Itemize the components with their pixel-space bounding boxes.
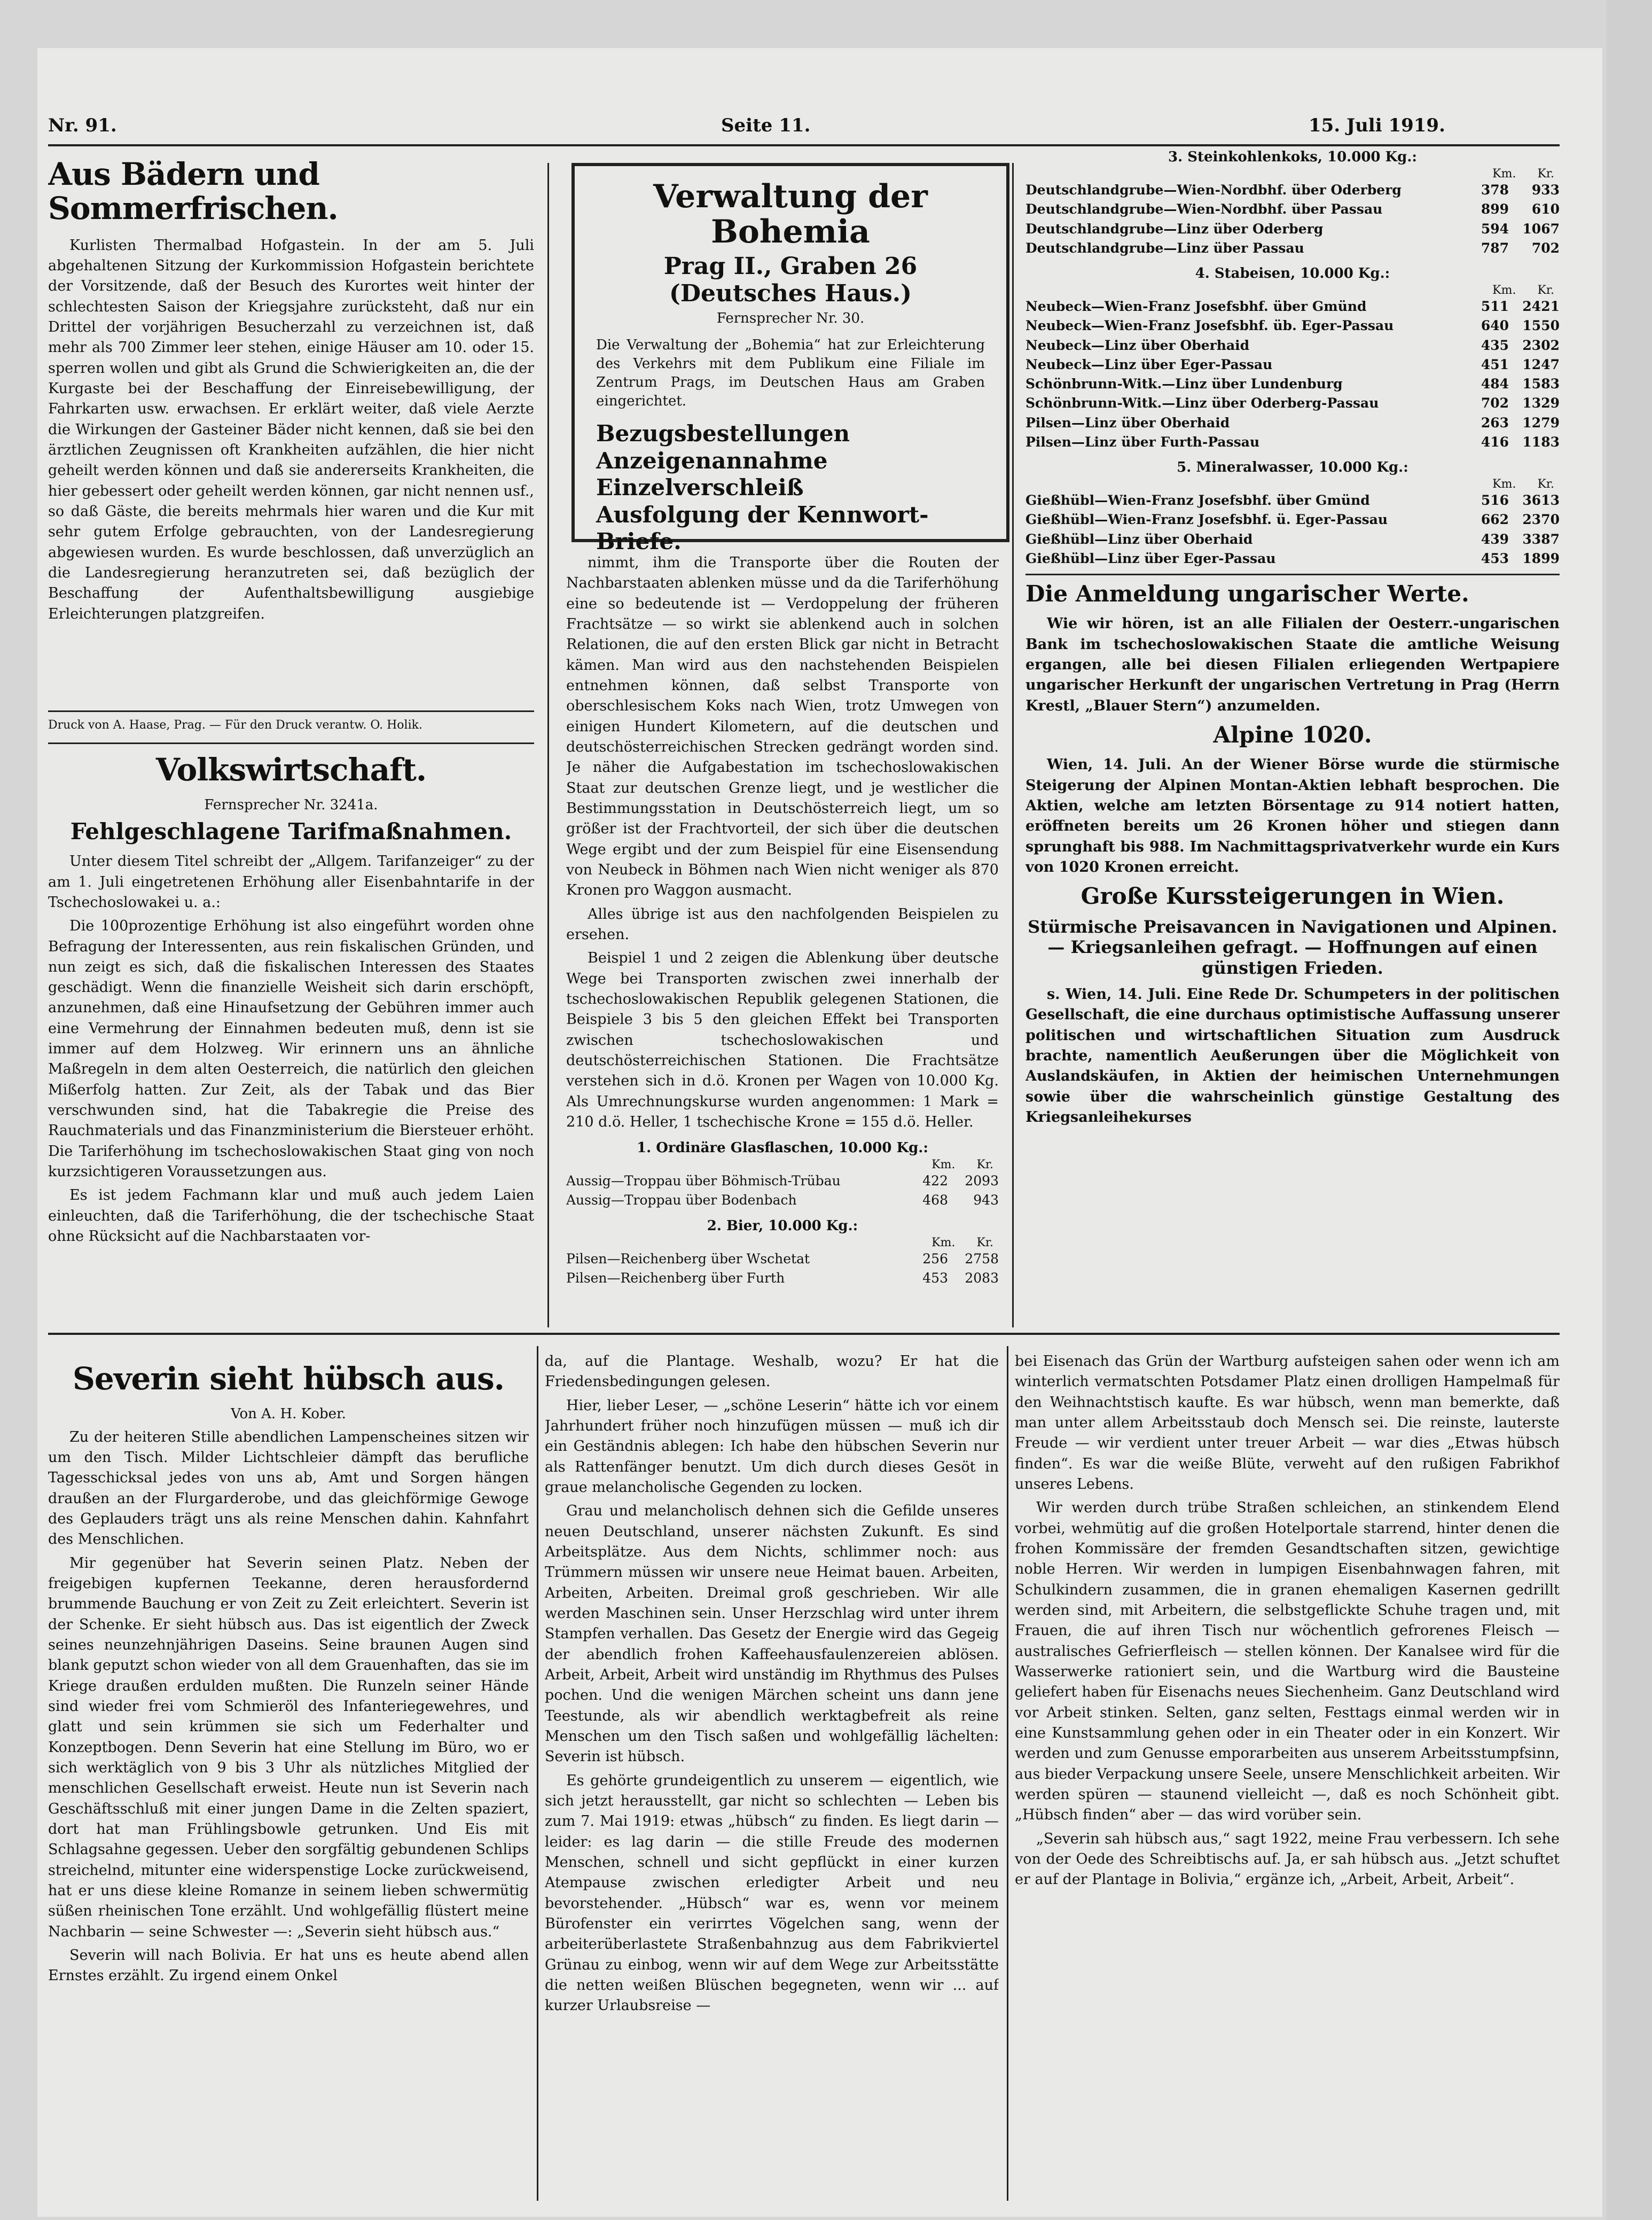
table-title: 5. Mineralwasser, 10.000 Kg.: [1177,459,1408,475]
severin-paragraph: Hier, lieber Leser, — „schöne Leserin“ hätte ich vor einem Jahrhundert früher noch hinzufügen müssen — muß ich dir ein Geständnis ablegen: Ich habe den hübschen Severin nur als Rattenfänger benutzt. Um dich durch dieses Gesöt in graue melancholische Gegenden zu locken. [545,1397,999,1496]
severin-paragraph: da, auf die Plantage. Weshalb, wozu? Er hat die Friedensbedingungen gelesen. [545,1353,999,1390]
page-number: Seite 11. [721,115,811,136]
kronen-cell: 933 [1531,182,1560,198]
tarif-paragraph: nimmt, ihm die Transporte über die Routen der Nachbarstaaten ablenken müsse und da die Tariferhöhung eine so bedeutende ist — Verdoppelung der früheren Frachtsätze — so wirkt sie ablenkend auch in solchen Relationen, die auf den ersten Blick gar nicht in Betracht kämen. Man wird aus den nachstehenden Beispielen entnehmen können, daß selbst Transporte von oberschlesischem Koks nach Wien, trotz Umwegen von einigen Hundert Kilometern, auf die deutschen und deutschösterreichischen Strecken gedrängt worden sind. Je näher die Aufgabestation im tschechoslowakischen Staat zur deutschen Grenze liegt, und je westlicher die Bestimmungsstation in Deutschösterreich liegt, um so größer ist der Frachtvorteil, der sich über die deutschen Wege ergibt und der zum Beispiel für eine Eisensendung von Neubeck in Böhmen nach Wien nicht weniger als 870 Kronen pro Waggon ausmacht. [566,554,999,899]
table-row [1025,510,1560,529]
section-rule [48,1333,1560,1335]
column-header: Km. [1492,167,1516,181]
volkswirtschaft-phone: Fernsprecher Nr. 3241a. [204,796,378,813]
feuilleton-col-3 [1015,1351,1560,2206]
newspaper-page [37,48,1602,2217]
table-row [1025,220,1560,239]
route-cell: Deutschlandgrube—Wien-Nordbhf. über Passau [1025,201,1383,217]
table-row [1025,181,1560,200]
kronen-cell: 2083 [965,1270,999,1286]
kronen-cell: 1550 [1522,318,1560,334]
feuilleton-col-1 [48,1351,529,2206]
issue-number: Nr. 91. [48,115,117,136]
kronen-cell: 2093 [965,1173,999,1189]
severin-title: Severin sieht hübsch aus. [73,1361,504,1397]
km-cell: 435 [1481,337,1509,353]
tarif-paragraph: Beispiel 1 und 2 zeigen die Ablenkung über deutsche Wege bei Transporten zwischen zwei innerhalb der tschechoslowakischen Republik gelegenen Stationen, die Beispiele 3 bis 5 den gleichen Effekt bei Transporten zwischen tschechoslowakischen und deutschösterreichischen Stationen. Die Frachtsätze verstehen sich in d.ö. Kronen per Wagen von 10.000 Kg. Als Umrechnungskurse wurden angenommen: 1 Mark = 210 d.ö. Heller, 1 tschechische Krone = 155 d.ö. Heller. [566,950,999,1130]
severin-paragraph: „Severin sah hübsch aus,“ sagt 1922, meine Frau verbessern. Ich sehe von der Oede des Schreibtischs auf. Ja, er sah hübsch aus. „Jetzt schuftet er auf der Plantage in Bolivia,“ ergänze ich, „Arbeit, Arbeit, Arbeit“. [1015,1830,1560,1888]
table-row [566,1249,999,1269]
km-cell: 453 [922,1270,948,1286]
baeder-title: Aus Bädern und Sommerfrischen. [48,158,338,226]
kronen-cell: 2758 [965,1250,999,1267]
bohemia-ad [571,163,1009,554]
km-cell: 516 [1481,493,1509,508]
severin-paragraph: Grau und melancholisch dehnen sich die Gefilde unseres neuen Deutschland, unserer nächsten Zukunft. Es sind Arbeitsplätze. Aus dem Nichts, schlimmer noch: aus Trümmern müssen wir unsere neue Heimat bauen. Arbeiten, Arbeiten, Arbeiten. Dreimal groß geschrieben. Wir alle werden Maschinen sein. Unser Herzschlag wird unter ihrem Stampfen verhallen. Das Gesetz der Energie wird das Gegeig der abendlich frohen Kaffeehausfaulenzereien ablösen. Arbeit, Arbeit, Arbeit wird unständig im Rhythmus des Pulses pochen. Und die wenigen Märchen scheint uns dann jene Teestunde, als wir abendlich werktagbefreit als reine Menschen um den Tisch saßen und wohlgefällig lächelten: Severin ist hübsch. [545,1503,999,1765]
anmeldung-title: Die Anmeldung ungarischer Werte. [1025,581,1469,607]
km-cell: 594 [1481,221,1509,237]
section-rule [1025,574,1560,575]
column-header: Km. [931,1158,956,1172]
km-cell: 511 [1481,299,1509,314]
route-cell: Pilsen—Linz über Furth-Passau [1025,434,1260,450]
table-row [1025,200,1560,219]
feuilleton-col-2 [545,1351,999,2206]
column-header: Kr. [976,1236,993,1249]
issue-date: 15. Juli 1919. [1309,115,1445,136]
route-cell: Neubeck—Linz über Eger-Passau [1025,356,1273,372]
table-row [1025,316,1560,335]
column-header: Km. [1492,478,1516,491]
kronen-cell: 610 [1531,201,1560,217]
route-cell: Neubeck—Wien-Franz Josefsbhf. üb. Eger-Passau [1025,318,1394,334]
table-header [1025,284,1560,297]
table-header [566,1158,999,1171]
ad-item: Anzeigenannahme [596,447,828,474]
column-header: Kr. [1537,478,1554,491]
ad-title: Verwaltung der Bohemia [653,178,928,251]
column-rule [1012,163,1014,1327]
ad-address: Prag II., Graben 26 (Deutsches Haus.) [663,253,918,307]
anmeldung-text: Wie wir hören, ist an alle Filialen der Oesterr.-ungarischen Bank im tschechoslowakischen Staate die amtliche Weisung ergangen, alle bei diesen Filialen erliegenden Wertpapiere ungarischer Herkunft der ungarischen Vertretung in Prag (Herrn Krestl, „Blauer Stern“) anzumelden. [1025,615,1560,714]
route-cell: Deutschlandgrube—Linz über Oderberg [1025,221,1324,237]
route-cell: Deutschlandgrube—Wien-Nordbhf. über Oderberg [1025,182,1402,198]
table-title: 2. Bier, 10.000 Kg.: [707,1217,858,1234]
ad-body: Die Verwaltung der „Bohemia“ hat zur Erleichterung des Verkehrs mit dem Publikum eine Filiale im Zentrum Prags, im Deutschen Haus am Graben eingerichtet. [596,337,985,410]
route-cell: Neubeck—Wien-Franz Josefsbhf. über Gmünd [1025,299,1367,314]
kurs-subtitle: Stürmische Preisavancen in Navigationen und Alpinen. — Kriegsanleihen gefragt. — Hoffnungen auf einen günstigen Frieden. [1028,916,1557,978]
baeder-section [48,158,534,708]
kronen-cell: 1583 [1522,376,1560,392]
tarif-title: Fehlgeschlagene Tarifmaßnahmen. [70,818,512,845]
route-cell: Neubeck—Linz über Oberhaid [1025,337,1250,353]
route-cell: Schönbrunn-Witk.—Linz über Oderberg-Passau [1025,395,1379,411]
kronen-cell: 1899 [1522,550,1560,566]
alpine-text: Wien, 14. Juli. An der Wiener Börse wurde die stürmische Steigerung der Alpinen Montan-Aktien lebhaft besprochen. Die Aktien, welche am letzten Börsentage zu 914 notiert hatten, eröffneten bereits um 26 Kronen höher und stiegen dann sprunghaft bis 988. Im Nachmittagsprivatverkehr wurde ein Kurs von 1020 Kronen erreicht. [1025,756,1560,876]
table-header [1025,167,1560,181]
km-cell: 416 [1481,434,1509,450]
km-cell: 468 [922,1192,948,1208]
column-header: Km. [931,1236,956,1249]
severin-paragraph: bei Eisenach das Grün der Wartburg aufsteigen sahen oder wenn ich am winterlich vermatschten Potsdamer Platz einen drolligen Hampelmaß für den Weihnachtstisch kaufte. Es war hübsch, wenn man bemerkte, daß man unter allem Arbeitsstaub doch Mensch sei. Die reinste, lauterste Freude — wir verdient unter treuer Arbeit — war dies „Etwas hübsch finden“. Es war die weiße Blüte, verweht auf den rußigen Fabrikhof unseres Lebens. [1015,1353,1560,1492]
tarif-paragraph: Unter diesem Titel schreibt der „Allgem. Tarifanzeiger“ zu der am 1. Juli eingetretenen Erhöhung aller Eisenbahntarife in der Tschechoslowakei u. a.: [48,853,534,911]
ad-item: Bezugsbestellungen [596,420,850,447]
km-cell: 662 [1481,512,1509,528]
section-rule [48,710,534,712]
km-cell: 439 [1481,531,1509,547]
severin-author: Von A. H. Kober. [231,1405,346,1422]
scan-edge [1607,0,1652,2220]
tarif-paragraph: Es ist jedem Fachmann klar und muß auch jedem Laien einleuchten, daß die Tariferhöhung, die der tschechische Staat ohne Rücksicht auf die Nachbarstaaten vor- [48,1187,534,1245]
km-cell: 451 [1481,356,1509,372]
km-cell: 263 [1481,415,1509,431]
column-rule [537,1346,538,2201]
route-cell: Deutschlandgrube—Linz über Passau [1025,240,1304,256]
km-cell: 378 [1481,182,1509,198]
ad-item: Einzelverschleiß [596,474,804,501]
right-column [1025,142,1560,1330]
table-row [1025,549,1560,568]
table-row [1025,297,1560,316]
route-cell: Aussig—Troppau über Böhmisch-Trübau [566,1173,841,1189]
km-cell: 484 [1481,376,1509,392]
ad-item: Ausfolgung der Kennwort-Briefe. [596,501,929,554]
route-cell: Gießhübl—Wien-Franz Josefsbhf. ü. Eger-Passau [1025,512,1388,528]
kronen-cell: 2421 [1522,299,1560,314]
column-header: Kr. [1537,284,1554,297]
tarif-paragraph: Die 100prozentige Erhöhung ist also eingeführt worden ohne Befragung der Interessenten, aus rein fiskalischen Gründen, und nun zeigt es sich, daß die fiskalischen Interessen des Staates geschädigt. Wenn die finanzielle Weisheit sich darin erschöpft, anzunehmen, daß eine Hinaufsetzung der Gebühren immer auch eine Vermehrung der Einnahmen bedeuten muß, denn ist sie immer auf dem Holzweg. Wir erinnern uns an ähnliche Maßregeln in dem alten Oesterreich, die natürlich den gleichen Mißerfolg hatten. Zur Zeit, als der Tabak und das Bier verschwunden sind, hat die Tabakregie die Preise des Rauchmaterials und das Finanzministerium die Biersteuer erhöht. Die Tariferhöhung im tschechoslowakischen Staat ging von noch kurzsichtigeren Voraussetzungen aus. [48,918,534,1181]
route-cell: Aussig—Troppau über Bodenbach [566,1192,797,1208]
severin-paragraph: Wir werden durch trübe Straßen schleichen, an stinkendem Elend vorbei, wehmütig auf die großen Hotelportale starrend, hinter denen die frohen Kommissäre der fremden Gesandtschaften sitzen, gewichtige noble Herren. Wir werden in lumpigen Eisenbahnwagen fahren, mit Schulkindern zusammen, die in granen ehemaligen Kasernen gedrillt werden sind, mit Arbeitern, die selbstgeflickte Schuhe tragen und, mit Frauen, die auf ihren Tisch nur wöchentlich gefrorenes Fleisch — australisches Gefrierfleisch — stellen können. Der Kanalsee wird für die Wasserwerke rationiert sein, und die Wartburg wird die Bausteine geliefert haben für Eisenachs neues Siechenheim. Ganz Deutschland wird vor Arbeit stinken. Selten, ganz selten, Festtags einmal werden wir in eine Kunstsammlung gehen oder in ein Theater oder in ein Konzert. Wir werden und zum Genusse emporarbeiten aus unserem Arbeitsstumpfsinn, aus bieder Verpackung unsere Seele, unsere Menschlichkeit arbeiten. Wir werden spüren — staunend vielleicht —, daß es noch Schönheit gibt. „Hübsch finden“ aber — das wird vorüber sein. [1015,1499,1560,1824]
severin-paragraph: Zu der heiteren Stille abendlichen Lampenscheines sitzen wir um den Tisch. Milder Lichtschleier dämpft das berufliche Tagesschicksal jedes von uns ab, Amt und Sorgen hängen draußen an der Flurgarderobe, und das gleichförmige Gewoge des Geplauders trägt uns als reine Menschen dahin. Kahnfahrt des Menschlichen. [48,1428,529,1548]
route-cell: Gießhübl—Linz über Oberhaid [1025,531,1253,547]
km-cell: 702 [1481,395,1509,411]
table-title: 3. Steinkohlenkoks, 10.000 Kg.: [1168,149,1417,165]
km-cell: 453 [1481,550,1509,566]
table-header [1025,478,1560,491]
kronen-cell: 2370 [1522,512,1560,528]
tarif-continuation [566,553,999,1327]
kronen-cell: 1183 [1522,434,1560,450]
table-row [566,1171,999,1191]
table-row [1025,374,1560,394]
alpine-title: Alpine 1020. [1213,722,1372,748]
kronen-cell: 2302 [1522,337,1560,353]
table-row [1025,433,1560,452]
kronen-cell: 3613 [1522,493,1560,508]
route-cell: Gießhübl—Wien-Franz Josefsbhf. über Gmünd [1025,493,1370,508]
table-row [1025,239,1560,258]
kronen-cell: 3387 [1522,531,1560,547]
severin-paragraph: Severin will nach Bolivia. Er hat uns es heute abend allen Ernstes erzählt. Zu irgend einem Onkel [48,1947,529,1984]
km-cell: 422 [922,1173,948,1189]
severin-paragraph: Mir gegenüber hat Severin seinen Platz. Neben der freigebigen kupfernen Teekanne, deren herausfordernd brummende Bauchung er von Zeit zu Zeit erleichtert. Severin ist der Schenke. Er sieht hübsch aus. Das ist eigentlich der Zweck seines neunzehnjährigen Daseins. Seine braunen Augen sind blank geputzt schon wieder von all dem Grauenhaften, das sie im Kriege draußen erdulden mußten. Die Runzeln seiner Hände sind wieder frei vom Schmieröl des Infanteriegewehres, und glatt und sein krümmen sie sich um Federhalter und Konzeptbogen. Denn Severin hat eine Stellung im Büro, wo er sich werktäglich von 9 bis 3 Uhr als nützliches Mitglied der menschlichen Gesellschaft erweist. Heute nun ist Severin nach Geschäftsschluß mit einer jungen Dame in die Zelten spaziert, dort hat man Frühlingsbowle getrunken. Und Eis mit Schlagsahne gegessen. Ueber den sorgfältig gebundenen Schlips streichelnd, mitunter eine widerspenstige Locke zurückweisend, hat er uns diese kleine Romanze in seinem lieben schwermütig süßen rheinischen Tone erzählt. Und wohlgefällig flüstert meine Nachbarin — seine Schwester —: „Severin sieht hübsch aus.“ [48,1554,529,1940]
table-row [1025,413,1560,433]
volkswirtschaft-section [48,753,534,1330]
column-header: Kr. [976,1158,993,1172]
table-title: 4. Stabeisen, 10.000 Kg.: [1195,265,1390,282]
kronen-cell: 943 [973,1192,999,1208]
route-cell: Gießhübl—Linz über Eger-Passau [1025,550,1276,566]
table-row [566,1269,999,1288]
table-row [1025,491,1560,510]
tariff-tables [1025,149,1560,568]
column-header: Km. [1492,284,1516,297]
column-rule [1007,1346,1008,2201]
volkswirtschaft-title: Volkswirtschaft. [155,753,427,788]
severin-paragraph: Es gehörte grundeigentlich zu unserem — eigentlich, wie sich jetzt herausstellt, gar nicht so schlechten — Leben bis zum 7. Mai 1919: etwas „hübsch“ zu finden. Es liegt darin — leider: es lag darin — die stille Freude des modernen Menschen, schnell und sicht gepflückt in einer kurzen Atempause zwischen erledigter Arbeit und neu bevorstehender. „Hübsch“ war es, wenn vor meinem Bürofenster ein verirrtes Vögelchen sang, wenn der arbeiterüberlastete Straßenbahnzug aus dem Fabrikviertel Grünau zu einbog, wenn wir auf dem Wege zur Arbeitsstätte die netten weißen Blüschen begegneten, wenn wir ... auf kurzer Urlaubsreise — [545,1772,999,2014]
tariff-tables [566,1140,999,1288]
kronen-cell: 702 [1531,240,1560,256]
table-row [1025,355,1560,374]
kronen-cell: 1329 [1522,395,1560,411]
kurs-title: Große Kurssteigerungen in Wien. [1081,883,1505,910]
km-cell: 640 [1481,318,1509,334]
table-row [566,1191,999,1210]
km-cell: 256 [922,1250,948,1267]
tarif-paragraph: Alles übrige ist aus den nachfolgenden Beispielen zu ersehen. [566,905,999,943]
route-cell: Pilsen—Reichenberg über Furth [566,1270,785,1286]
table-row [1025,394,1560,413]
km-cell: 787 [1481,240,1509,256]
route-cell: Pilsen—Reichenberg über Wschetat [566,1250,810,1267]
kurs-text: s. Wien, 14. Juli. Eine Rede Dr. Schumpeters in der politischen Gesellschaft, die eine durchaus optimistische Auffassung unserer politischen und wirtschaftlichen Situation zum Ausdruck brachte, namentlich Aeußerungen über die Möglichkeit von Auslandskäufen, in Aktien der heimischen Unternehmungen sowie über die wahrscheinlich günstige Gestaltung des Kriegsanleihekurses [1025,986,1560,1125]
route-cell: Schönbrunn-Witk.—Linz über Lundenburg [1025,376,1343,392]
table-title: 1. Ordinäre Glasflaschen, 10.000 Kg.: [637,1140,928,1156]
column-rule [547,163,549,1327]
section-rule [48,742,534,744]
table-row [1025,336,1560,355]
table-header [566,1236,999,1249]
kronen-cell: 1247 [1522,356,1560,372]
column-header: Kr. [1537,167,1554,181]
km-cell: 899 [1481,201,1509,217]
table-row [1025,530,1560,549]
baeder-paragraph: Kurlisten Thermalbad Hofgastein. In der am 5. Juli abgehaltenen Sitzung der Kurkommission Hofgastein berichtete der Vorsitzende, daß der Besuch des Kurortes weit hinter der schlechtesten Saison der Kriegsjahre zurücksteht, daß nur ein Drittel der vorjährigen Besucherzahl zu verzeichnen ist, daß mehr als 700 Zimmer leer stehen, einige Häuser am 10. oder 15. sperren wollen und gibt als Grund die Schwierigkeiten an, die der Kurgaste bei der Beschaffung der Einreisebewilligung, der Fahrkarten usw. erwachsen. Er erklärt weiter, daß viele Aerzte die Wirkungen der Gasteiner Bäder nicht kennen, daß sie bei den ärztlichen Zeugnissen oft Krankheiten aufzählen, die hier nicht geheilt werden können und daß sie andererseits Krankheiten, die hier gebessert oder geheilt werden können, gar nicht nennen usf., so daß Gäste, die bereits mehrmals hier waren und die Kur mit sehr gutem Erfolge gebrauchten, von der Landesregierung abgewiesen wurden. Es wurde beschlossen, daß unverzüglich an die Landesregierung heranzutreten sei, daß bezüglich der Beschaffung der Aufenthaltsbewilligung ausgiebige Erleichterungen platzgreifen. [48,237,534,622]
imprint: Druck von A. Haase, Prag. — Für den Druck verantw. O. Holik. [48,718,422,732]
route-cell: Pilsen—Linz über Oberhaid [1025,415,1230,431]
ad-phone: Fernsprecher Nr. 30. [716,310,865,326]
kronen-cell: 1279 [1522,415,1560,431]
kronen-cell: 1067 [1522,221,1560,237]
